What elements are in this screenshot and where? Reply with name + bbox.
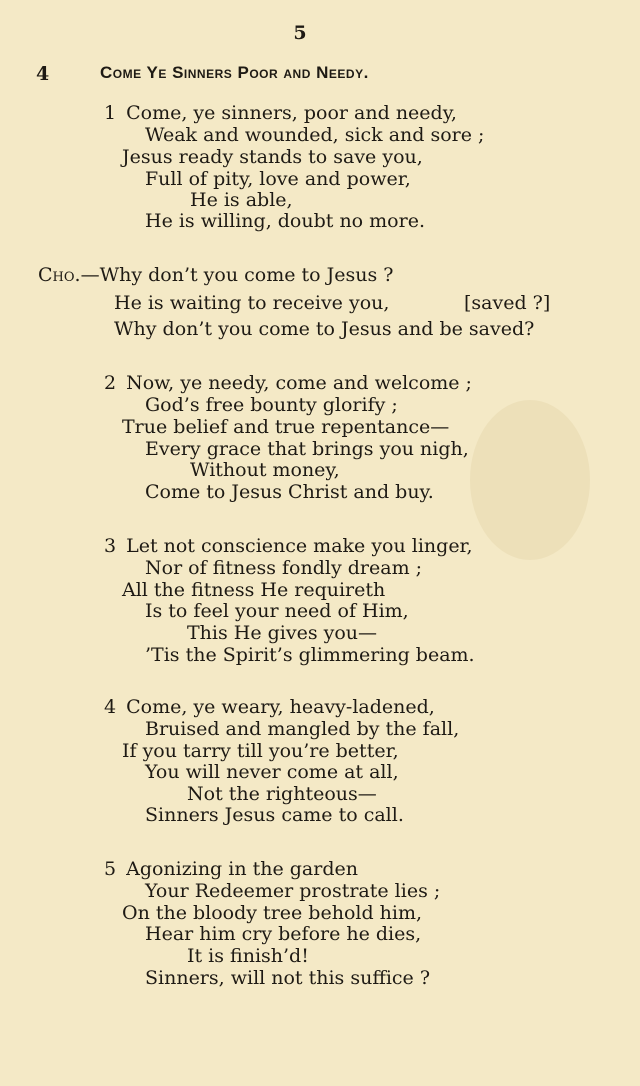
chorus-line-2-bracket: [saved ?]: [464, 292, 551, 314]
verse-3-line-5: This He gives you—: [187, 622, 378, 644]
verse-number: 5: [104, 858, 117, 880]
verse-1-line-1: [104, 102, 457, 124]
verse-2-line-1: [104, 372, 472, 394]
verse-3-line-1: [104, 535, 473, 557]
lyric-text: Now, ye needy, come and welcome ;: [126, 372, 472, 394]
verse-4-line-6: Sinners Jesus came to call.: [145, 804, 404, 826]
lyric-text: Come, ye sinners, poor and needy,: [126, 102, 457, 124]
verse-2-line-5: Without money,: [190, 459, 340, 481]
verse-3-line-3: All the fitness He requireth: [122, 579, 386, 601]
verse-5-line-3: On the bloody tree behold him,: [122, 902, 423, 924]
verse-1-line-2: Weak and wounded, sick and sore ;: [145, 124, 485, 146]
verse-number: 1: [104, 102, 117, 124]
verse-5-line-6: Sinners, will not this suffice ?: [145, 967, 431, 989]
page-number: 5: [293, 22, 307, 44]
lyric-text: —Why don’t you come to Jesus ?: [80, 264, 394, 286]
verse-2-line-2: God’s free bounty glorify ;: [145, 394, 398, 416]
verse-number: 2: [104, 372, 117, 394]
verse-5-line-5: It is finish’d!: [187, 945, 309, 967]
verse-5-line-1: [104, 858, 358, 880]
verse-1-line-3: Jesus ready stands to save you,: [122, 146, 423, 168]
chorus-line-2: He is waiting to receive you,: [114, 292, 390, 314]
verse-1-line-5: He is able,: [190, 189, 293, 211]
verse-number: 3: [104, 535, 117, 557]
paper-stain: [470, 400, 590, 560]
verse-3-line-4: Is to feel your need of Him,: [145, 600, 409, 622]
hymn-number: 4: [36, 63, 50, 85]
verse-1-line-6: He is willing, doubt no more.: [145, 210, 425, 232]
verse-4-line-5: Not the righteous—: [187, 783, 377, 805]
verse-2-line-4: Every grace that brings you nigh,: [145, 438, 469, 460]
verse-4-line-2: Bruised and mangled by the fall,: [145, 718, 460, 740]
verse-3-line-2: Nor of fitness fondly dream ;: [145, 557, 423, 579]
verse-2-line-3: True belief and true repentance—: [122, 416, 450, 438]
verse-number: 4: [104, 696, 117, 718]
verse-5-line-4: Hear him cry before he dies,: [145, 923, 422, 945]
hymn-title: Come Ye Sinners Poor and Needy.: [100, 63, 369, 82]
verse-4-line-4: You will never come at all,: [145, 761, 399, 783]
verse-1-line-4: Full of pity, love and power,: [145, 168, 411, 190]
verse-4-line-1: [104, 696, 435, 718]
lyric-text: Come, ye weary, heavy-ladened,: [126, 696, 435, 718]
verse-3-line-6: ’Tis the Spirit’s glimmering beam.: [145, 644, 475, 666]
verse-4-line-3: If you tarry till you’re better,: [122, 740, 399, 762]
lyric-text: Let not conscience make you linger,: [126, 535, 473, 557]
verse-5-line-2: Your Redeemer prostrate lies ;: [145, 880, 441, 902]
chorus-line-3: Why don’t you come to Jesus and be saved?: [114, 318, 535, 340]
verse-2-line-6: Come to Jesus Christ and buy.: [145, 481, 434, 503]
lyric-text: Agonizing in the garden: [126, 858, 358, 880]
chorus-label: Cho.: [38, 264, 81, 286]
chorus-line-1: [38, 264, 393, 286]
